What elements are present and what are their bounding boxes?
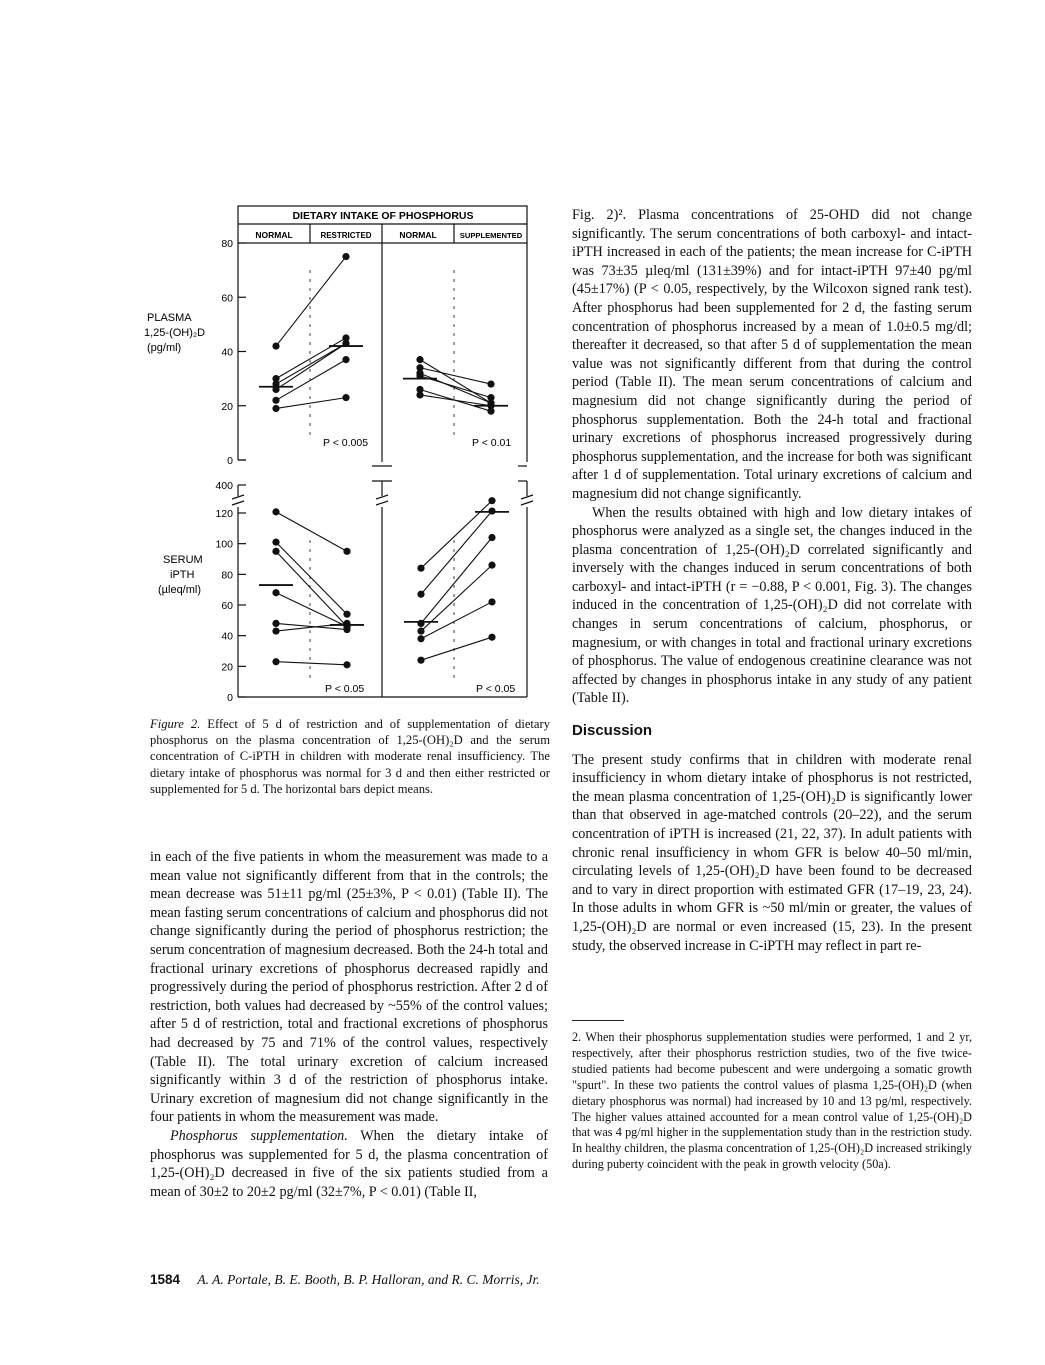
- bottom-restriction-point-after: [343, 620, 350, 627]
- bottom-restriction-point-before: [272, 658, 279, 665]
- top-restriction-point-after: [342, 253, 349, 260]
- left-column: [150, 848, 548, 1201]
- bottom-supplement-point-before: [417, 565, 424, 572]
- top-axis-tick-label: 80: [221, 238, 233, 250]
- bottom-supplement-point-before: [417, 635, 424, 642]
- top-axis-tick-label: 60: [221, 292, 233, 305]
- bottom-axis-tick-label: 20: [221, 661, 233, 674]
- figure-header: DIETARY INTAKE OF PHOSPHORUS: [292, 210, 474, 222]
- bottom-axis-tick-label: 100: [215, 538, 233, 551]
- bottom-restriction-point-after: [343, 661, 350, 668]
- running-authors: A. A. Portale, B. E. Booth, B. P. Halloran, and R. C. Morris, Jr.: [197, 1272, 540, 1287]
- bottom-axis-tick-label: 400: [215, 480, 233, 492]
- p-value-restriction-top: P < 0.005: [323, 437, 369, 449]
- bottom-restriction-line: [276, 662, 347, 665]
- p-value-supplement-top: P < 0.01: [472, 437, 512, 449]
- top-restriction-point-after: [342, 394, 349, 401]
- top-ylabel-line2: 1,25-(OH)₂D: [144, 327, 206, 339]
- p-value-restriction-bottom: P < 0.05: [325, 683, 365, 695]
- top-restriction-point-after: [342, 356, 349, 363]
- bottom-restriction-point-before: [272, 548, 279, 555]
- bottom-restriction-point-before: [272, 539, 279, 546]
- bottom-supplement-point-after: [488, 598, 495, 605]
- subheader-supplemented: SUPPLEMENTED: [459, 231, 523, 240]
- top-restriction-point-before: [272, 405, 279, 412]
- bottom-restriction-point-after: [343, 548, 350, 555]
- footnote: 2. When their phosphorus supplementation studies were performed, 1 and 2 yr, respectively, after their phosphorus restriction studies, two of the five twice-studied patients had become pubescent and were undergoing a somatic growth "spurt". In these two patients the control values of plasma 1,25-(OH)₂D (when dietary phosphorus was normal) had increased by 10 and 13 pg/ml, respectively. The higher values attained accounted for a mean control value of 1,25-(OH)₂D that was 4 pg/ml higher in the supplementation study than in the restriction study. In healthy children, the plasma concentration of 1,25-(OH)₂D increased strikingly during puberty coincident with the peak in growth velocity (50a).: [572, 1030, 972, 1172]
- bottom-restriction-point-before: [272, 589, 279, 596]
- top-restriction-point-before: [272, 342, 279, 349]
- right-column: [572, 206, 972, 955]
- top-restriction-line: [276, 257, 346, 347]
- bottom-supplement-point-before: [417, 657, 424, 664]
- bottom-ylabel-line3: (µleq/ml): [158, 584, 202, 596]
- top-supplement-point-after: [487, 380, 494, 387]
- figure-caption: [150, 716, 550, 797]
- left-paragraph-1: in each of the five patients in whom the measurement was made to a mean value not significantly different from that in the controls; the mean decrease was 51±11 pg/ml (25±3%, P < 0.01) (Table II). The mean fasting serum concentrations of calcium and phosphorus did not change significantly during the period of phosphorus restriction; the serum concentration of magnesium decreased. Both the 24-h total and fractional urinary excretions of phosphorus decreased rapidly and progressively during the period of phosphorus restriction. After 2 d of restriction, both values had decreased by ~55% of the control values; after 5 d of restriction, total and fractional excretions of phosphorus had decreased by 75 and 71% of the control values, respectively (Table II). The total urinary excretion of calcium increased significantly within 3 d of the restriction of phosphorus intake. Urinary excretion of magnesium did not change significantly in the four patients in whom the measurement was made.: [150, 849, 548, 1126]
- figure-2-chart: [0, 0, 560, 712]
- top-supplement-point-before: [416, 356, 423, 363]
- p-value-supplement-bottom: P < 0.05: [476, 683, 516, 695]
- top-restriction-line: [276, 338, 346, 379]
- right-paragraph-2: When the results obtained with high and low dietary intakes of phosphorus were analyzed as a single set, the changes induced in the plasma concentration of 1,25-(OH)₂D correlated significantly and inversely with the changes induced in serum concentrations of both carboxyl- and intact-iPTH (r = −0.88, P < 0.001, Fig. 3). The changes induced in the concentration of 1,25-(OH)₂D did not correlate with changes in serum concentrations of calcium, phosphorus, or magnesium, or with changes in total and fractional urinary excretions of phosphorus. The value of endogenous creatinine clearance was not affected by changes in phosphorus intake in any study of any patient (Table II).: [572, 504, 972, 707]
- footnote-divider: [572, 1020, 624, 1021]
- subheader-normal-1: NORMAL: [255, 230, 293, 240]
- top-axis-tick-label: 40: [221, 346, 233, 359]
- subheader-normal-2: NORMAL: [399, 230, 437, 240]
- subheader-restricted: RESTRICTED: [320, 231, 372, 240]
- bottom-supplement-point-before: [417, 627, 424, 634]
- bottom-restriction-point-before: [272, 620, 279, 627]
- top-ylabel-line1: PLASMA: [147, 312, 192, 324]
- left-paragraph-2-text: When the dietary intake of phosphorus was supplemented for 5 d, the plasma concentration of 1,25-(OH)₂D decreased in five of the six patients studied from a mean of 30±2 to 20±2 pg/ml (32±7%, P < 0.01) (Table II,: [150, 1127, 549, 1200]
- bottom-supplement-point-before: [417, 591, 424, 598]
- top-supplement-point-before: [416, 391, 423, 398]
- bottom-restriction-point-before: [272, 508, 279, 515]
- left-paragraph-2: [150, 1127, 548, 1201]
- bottom-restriction-line: [276, 593, 347, 627]
- top-restriction-line: [276, 343, 346, 384]
- page-footer: [150, 1272, 540, 1288]
- bottom-axis-tick-label: 80: [221, 569, 233, 582]
- bottom-restriction-point-after: [343, 611, 350, 618]
- bottom-axis-tick-label: 40: [221, 630, 233, 643]
- right-paragraph-3: The present study confirms that in children with moderate renal insufficiency in whom dietary intake of phosphorus is not restricted, the mean plasma concentration of 1,25-(OH)₂D is significantly lower than that observed in age-matched controls (20–22), and the serum concentration of iPTH is increased (21, 22, 37). In adult patients with chronic renal insufficiency in whom GFR is below 40–50 ml/min, circulating levels of 1,25-(OH)₂D have been found to be decreased and to vary in direct proportion with estimated GFR (17–19, 23, 24). In those adults in whom GFR is ~50 ml/min or greater, the values of 1,25-(OH)₂D are normal or even increased (15, 23). In the present study, the observed increase in C-iPTH may reflect in part re-: [572, 751, 972, 954]
- bottom-supplement-line: [421, 511, 492, 594]
- bottom-supplement-point-before: [417, 620, 424, 627]
- top-supplement-point-after: [487, 394, 494, 401]
- bottom-supplement-point-after: [488, 634, 495, 641]
- bottom-ylabel-line1: SERUM: [163, 554, 203, 566]
- bottom-axis-tick-label: 0: [227, 692, 233, 704]
- bottom-supplement-line: [421, 501, 492, 569]
- subsection-title: Phosphorus supplementation.: [170, 1127, 348, 1144]
- page-number: 1584: [150, 1272, 181, 1287]
- top-restriction-line: [276, 343, 346, 389]
- top-restriction-line: [276, 360, 346, 401]
- bottom-axis-tick-label: 60: [221, 600, 233, 612]
- bottom-axis-tick-label: 120: [215, 508, 233, 520]
- bottom-restriction-point-before: [272, 627, 279, 634]
- bottom-supplement-point-after: [488, 497, 495, 504]
- bottom-supplement-point-after: [488, 534, 495, 541]
- caption-label: Figure 2.: [150, 717, 201, 731]
- top-axis-tick-label: 20: [221, 400, 233, 413]
- right-paragraph-1: Fig. 2)². Plasma concentrations of 25-OHD did not change significantly. The serum concentrations of both carboxyl- and intact-iPTH increased in each of the patients; the mean increase for C-iPTH was 73±35 µleq/ml (131±39%) and for intact-iPTH 97±40 pg/ml (45±17%) (P < 0.05, respectively, by the Wilcoxon signed rank test). After phosphorus had been supplemented for 2 d, the fasting serum concentration of phosphorus increased by a mean of 1.0±0.5 mg/dl; thereafter it decreased, so that after 5 d of supplementation the mean value was not significantly different from that during the control period (Table II). The mean serum concentrations of calcium and magnesium did not change significantly during the period of phosphorus supplementation. Both the 24-h total and fractional urinary excretions of phosphorus increased progressively during phosphorus supplementation, and the increase for both was significant after 1 d of supplementation. Total urinary excretions of calcium and magnesium did not change significantly.: [572, 207, 972, 502]
- bottom-supplement-point-after: [488, 562, 495, 569]
- top-supplement-line: [420, 373, 491, 403]
- bottom-restriction-line: [276, 542, 347, 614]
- bottom-restriction-line: [276, 551, 347, 626]
- top-ylabel-line3: (pg/ml): [147, 342, 182, 354]
- bottom-restriction-point-after: [343, 626, 350, 633]
- bottom-ylabel-line2: iPTH: [170, 569, 195, 581]
- bottom-supplement-line: [421, 637, 492, 660]
- section-heading: Discussion: [572, 722, 653, 740]
- caption-text: Effect of 5 d of restriction and of supplementation of dietary phosphorus on the plasma concentration of 1,25-(OH)₂D and the serum concentration of C-iPTH in children with moderate renal insufficiency. The dietary intake of phosphorus was normal for 3 d and then either restricted or supplemented for 5 d. The horizontal bars depict means.: [150, 717, 551, 796]
- top-restriction-point-before: [272, 397, 279, 404]
- bottom-supplement-line: [421, 538, 492, 624]
- top-restriction-line: [276, 398, 346, 409]
- bottom-supplement-line: [421, 602, 492, 639]
- bottom-restriction-line: [276, 512, 347, 551]
- top-axis-tick-label: 0: [227, 455, 233, 467]
